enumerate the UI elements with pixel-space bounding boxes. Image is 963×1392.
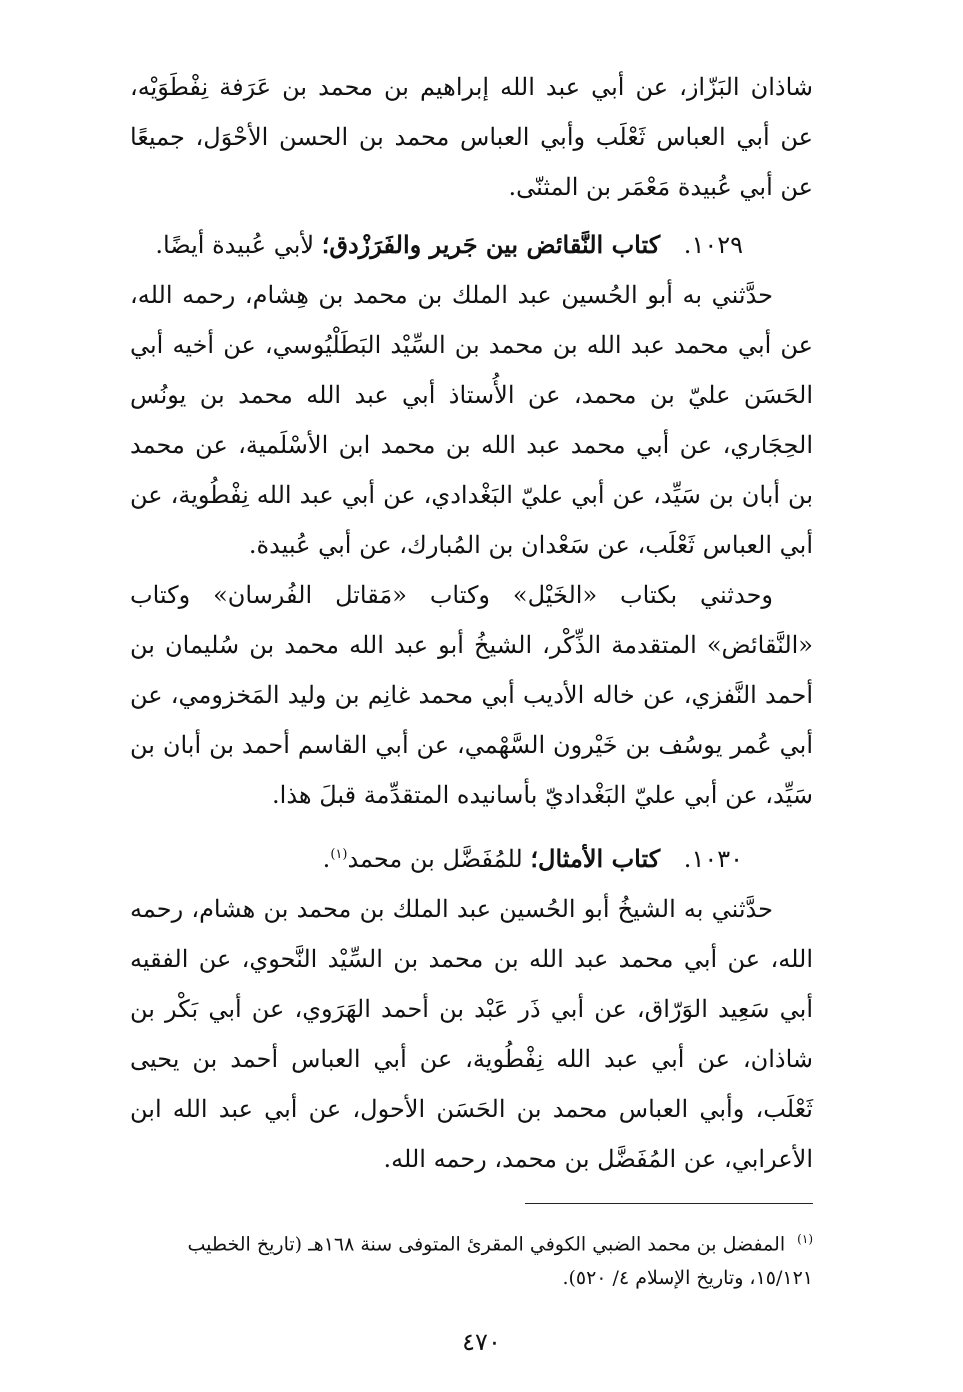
- footnote: [130, 1222, 813, 1295]
- entry-end: .: [322, 845, 331, 873]
- footnote-text: المفضل بن محمد الضبي الكوفي المقرئ المتوفى سنة ١٦٨هـ (تاريخ الخطيب ١٥/١٢١، وتاريخ الإسلام ٤/ ٥٢٠).: [187, 1233, 813, 1290]
- entry-number: ١٠٢٩.: [683, 231, 743, 259]
- entry-title: كتاب النَّقائض بين جَرير والفَرَزْدق؛: [321, 230, 661, 259]
- footnote-separator: [525, 1203, 813, 1204]
- paragraph-isnad-1028: شاذان البَزّاز، عن أبي عبد الله إبراهيم بن محمد بن عَرَفة نِفْطَوَيْه، عن أبي العباس ثَعْلَب وأبي العباس محمد بن الحسن الأحْوَل، جميعًا عن أبي عُبيدة مَعْمَر بن المثنّى.: [130, 73, 813, 201]
- entry-1030: [130, 834, 813, 884]
- entry-author: للمُفَضَّل بن محمد: [347, 845, 523, 873]
- paragraph-isnad-1029b: وحدثني بكتاب «الخَيْل» وكتاب «مَقاتل الفُرسان» وكتاب «النَّقائض» المتقدمة الذِّكْر، الشيخُ أبو عبد الله محمد بن سُليمان بن أحمد النَّفزي، عن خاله الأديب أبي محمد غانِم بن وليد المَخزومي، عن أبي عُمر يوسُف بن خَيْرون السَّهْمي، عن أبي القاسم أحمد بن أبان بن سَيِّد، عن أبي عليّ البَغْداديّ بأسانيده المتقدِّمة قبلَ هذا.: [130, 581, 813, 809]
- page-number: ٤٧٠: [462, 1328, 501, 1356]
- paragraph-isnad-1029a: حدَّثني به أبو الحُسين عبد الملك بن محمد بن هِشام، رحمه الله، عن أبي محمد عبد الله بن محمد بن السِّيْد البَطَلْيُوسي، عن أخيه أبي الحَسَن عليّ بن محمد، عن الأُستاذ أبي عبد الله محمد بن يونُس الحِجَاري، عن أبي محمد عبد الله بن محمد ابن الأسْلَمية، عن محمد بن أبان بن سَيِّد، عن أبي عليّ البَغْدادي، عن أبي عبد الله نِفْطُوية، عن أبي العباس ثَعْلَب، عن سَعْدان بن المُبارك، عن أبي عُبيدة.: [130, 281, 813, 559]
- entry-number: ١٠٣٠.: [683, 845, 743, 873]
- entry-author: لأبي عُبيدة أيضًا.: [155, 231, 315, 259]
- entry-1029: [130, 220, 813, 270]
- entry-title: كتاب الأمثال؛: [530, 844, 661, 873]
- footnote-mark: (١): [797, 1232, 813, 1246]
- paragraph-isnad-1030: حدَّثني به الشيخُ أبو الحُسين عبد الملك بن محمد بن هشام، رحمه الله، عن أبي محمد عبد الله بن محمد بن السِّيْد النَّحوي، عن الفقيه أبي سَعِيد الوَرّاق، عن أبي ذَر عَبْد بن أحمد الهَرَوي، عن أبي بَكْر بن شاذان، عن أبي عبد الله نِفْطُوية، عن أبي العباس أحمد بن يحيى ثَعْلَب، وأبي العباس محمد بن الحَسَن الأحول، عن أبي عبد الله ابن الأعرابي، عن المُفَضَّل بن محمد، رحمه الله.: [130, 895, 813, 1173]
- page-body: [130, 62, 813, 1184]
- footnote-reference[interactable]: (١): [330, 847, 348, 862]
